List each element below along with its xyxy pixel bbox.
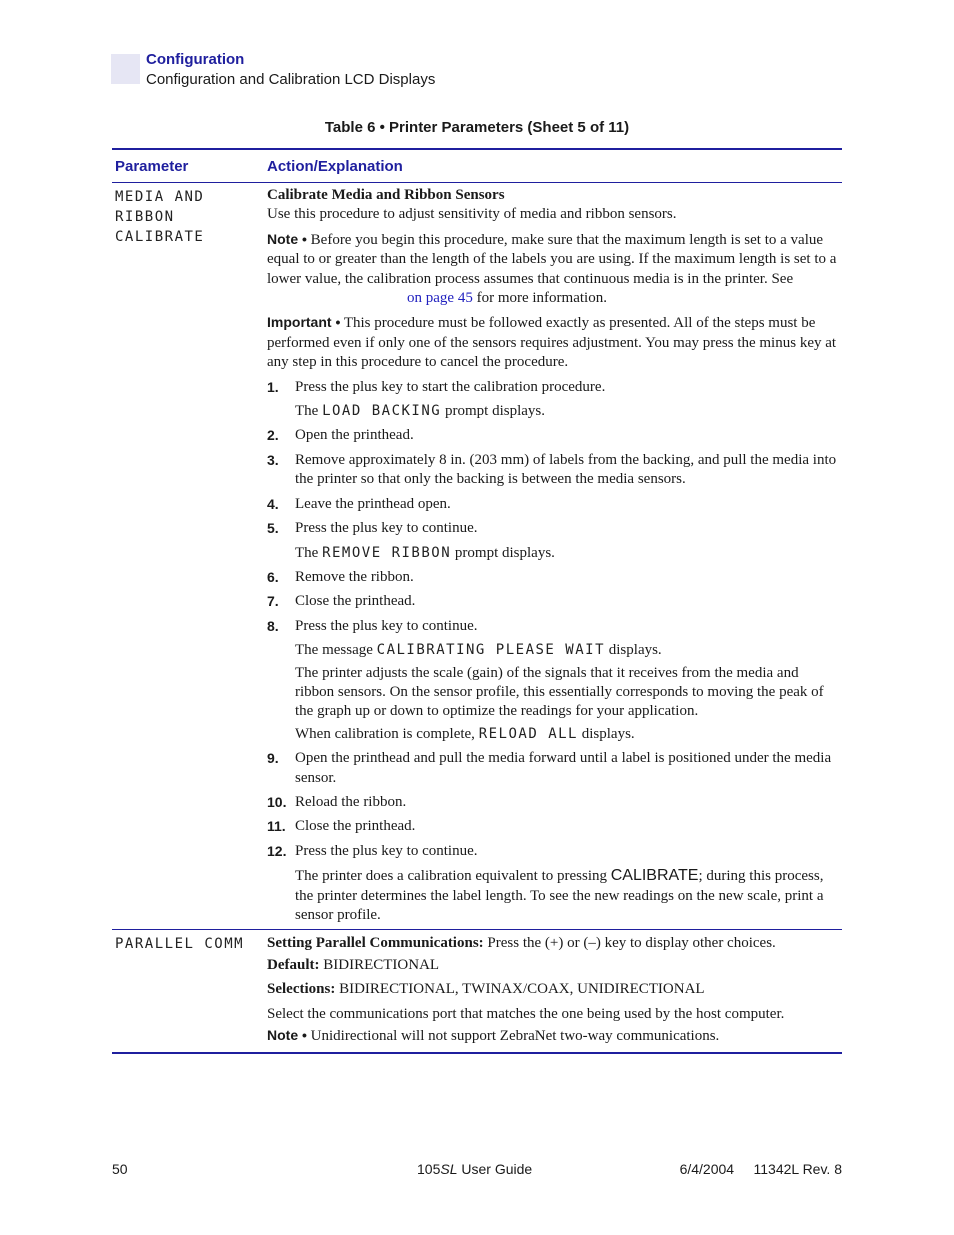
step-text: Leave the printhead open.: [295, 495, 451, 512]
list-item: [267, 592, 838, 611]
step-number: 3.: [267, 451, 279, 468]
table-row-media-ribbon-calibrate: [112, 183, 842, 929]
lcd-message: REMOVE RIBBON: [322, 544, 452, 561]
procedure-intro: Use this procedure to adjust sensitivity of media and ribbon sensors.: [267, 206, 677, 223]
result-text: prompt displays.: [441, 403, 545, 420]
step-text: Open the printhead.: [295, 427, 414, 444]
result-text: ; during this process, the printer determines the label length. To see the new readings on the new scale, print a sensor profile.: [295, 868, 824, 923]
step-number: 12.: [267, 842, 287, 859]
default-value: BIDIRECTIONAL: [319, 956, 440, 973]
list-item: [267, 749, 838, 788]
step-text: Remove the ribbon.: [295, 568, 414, 585]
header-accent-box: [111, 54, 140, 84]
date-revision: 6/4/2004 11342L Rev. 8: [679, 1161, 842, 1177]
column-header-parameter: Parameter: [115, 157, 189, 175]
note-text: Unidirectional will not support ZebraNet two-way communications.: [306, 1028, 720, 1045]
step-result: [295, 866, 838, 925]
parameter-line: CALIBRATE: [115, 229, 205, 245]
list-item: [267, 426, 838, 445]
list-item: [267, 617, 838, 636]
page-number: 50: [112, 1161, 128, 1177]
parameter-line: RIBBON: [115, 209, 175, 225]
procedure-title: Calibrate Media and Ribbon Sensors: [267, 187, 505, 203]
step-result: [295, 641, 838, 660]
step-result: [295, 544, 838, 563]
step-number: 8.: [267, 617, 279, 634]
step-number: 11.: [267, 818, 286, 835]
step-text: Reload the ribbon.: [295, 793, 407, 810]
list-item: [267, 451, 838, 490]
setting-title: [267, 934, 838, 953]
list-item: [267, 519, 838, 538]
list-item: [267, 842, 838, 861]
result-text: The: [295, 403, 323, 420]
guide-name: User Guide: [457, 1161, 533, 1177]
parameter-cell: [112, 930, 267, 1052]
explanation-cell: [267, 930, 842, 1052]
step-text: Press the plus key to continue.: [295, 617, 478, 634]
guide-title: [417, 1161, 532, 1177]
step-number: 5.: [267, 520, 279, 537]
parameter-line: MEDIA AND: [115, 189, 205, 205]
list-item: [267, 817, 838, 836]
important-text: This procedure must be followed exactly as presented. All of the steps must be performed even if only one of the sensors requires adjustment. You may press the minus key at any step in this procedure to cancel the procedure.: [267, 315, 837, 371]
step-number: 4.: [267, 495, 279, 512]
table-row-parallel-comm: [112, 930, 842, 1052]
step-number: 10.: [267, 793, 287, 810]
table-bottom-rule: [112, 1052, 842, 1054]
result-text: prompt displays.: [451, 544, 555, 561]
setting-title-text: Press the (+) or (–) key to display other choices.: [483, 935, 776, 952]
step-number: 6.: [267, 568, 279, 585]
lcd-message: CALIBRATING PLEASE WAIT: [376, 642, 606, 659]
lcd-message: LOAD BACKING: [322, 403, 442, 420]
selections-label: Selections:: [267, 981, 336, 998]
step-result: [295, 402, 838, 421]
list-item: [267, 568, 838, 587]
note-paragraph: [267, 230, 838, 309]
selections-line: [267, 980, 838, 999]
step-text: Close the printhead.: [295, 593, 416, 610]
step-number: 9.: [267, 750, 279, 767]
step-text: Remove approximately 8 in. (203 mm) of labels from the backing, and pull the media into the printer so that only the backing is between the media sensors.: [295, 451, 837, 488]
section-subtitle: Configuration and Calibration LCD Displays: [146, 71, 436, 88]
result-text: displays.: [577, 725, 635, 742]
parameters-table: [112, 148, 842, 1054]
step-text: Close the printhead.: [295, 818, 416, 835]
result-text: displays.: [605, 642, 662, 659]
list-item: [267, 495, 838, 514]
procedure-steps: [267, 378, 838, 926]
guide-model: 105: [417, 1161, 441, 1177]
table-caption: Table 6 • Printer Parameters (Sheet 5 of 11): [324, 119, 630, 136]
list-item: [267, 378, 838, 397]
page-link[interactable]: on page 45: [407, 290, 473, 307]
section-title: Configuration: [146, 51, 245, 68]
explanation-cell: [267, 183, 842, 929]
lcd-message: RELOAD ALL: [478, 725, 578, 742]
result-text: The message: [295, 642, 377, 659]
result-text: When calibration is complete,: [295, 725, 479, 742]
result-text: The printer does a calibration equivalent to pressing: [295, 868, 611, 885]
step-result: [295, 725, 838, 744]
step-number: 1.: [267, 378, 279, 395]
note-paragraph: [267, 1026, 838, 1046]
step-number: 2.: [267, 427, 279, 444]
list-item: [267, 793, 838, 812]
column-header-action: Action/Explanation: [267, 157, 403, 175]
guide-model-suffix: SL: [440, 1161, 458, 1177]
parameter-line: PARALLEL COMM: [115, 936, 245, 953]
step-result: The printer adjusts the scale (gain) of the signals that it receives from the media and ribbon sensors. On the sensor profile, this essentially corresponds to moving the peak of the graph up or down to optimize the readings for your application.: [295, 664, 824, 720]
parameter-cell: [112, 183, 267, 929]
note-tail: for more information.: [472, 290, 607, 307]
calibrate-key-label: CALIBRATE: [610, 867, 699, 885]
step-text: Press the plus key to start the calibration procedure.: [295, 378, 606, 395]
step-text: Press the plus key to continue.: [295, 520, 478, 537]
select-text: Select the communications port that matches the one being used by the host computer.: [267, 1005, 785, 1022]
default-label: Default:: [267, 956, 320, 973]
selections-value: BIDIRECTIONAL, TWINAX/COAX, UNIDIRECTIONAL: [335, 981, 705, 998]
important-paragraph: [267, 313, 838, 372]
result-text: The: [295, 544, 323, 561]
table-header: [112, 150, 842, 182]
note-text: Before you begin this procedure, make sure that the maximum length is set to a value equal to or greater than the length of the labels you are using. If the maximum length is set to a lower value, the calibration process assumes that continuous media is in the printer. See: [267, 231, 837, 287]
step-text: Open the printhead and pull the media forward until a label is positioned under the media sensor.: [295, 750, 832, 786]
important-label: Important •: [267, 314, 341, 331]
step-text: Press the plus key to continue.: [295, 842, 478, 859]
note-label: Note •: [267, 230, 307, 247]
default-line: [267, 956, 838, 975]
step-number: 7.: [267, 593, 279, 610]
setting-title-label: Setting Parallel Communications:: [267, 935, 484, 952]
note-label: Note •: [267, 1027, 307, 1044]
